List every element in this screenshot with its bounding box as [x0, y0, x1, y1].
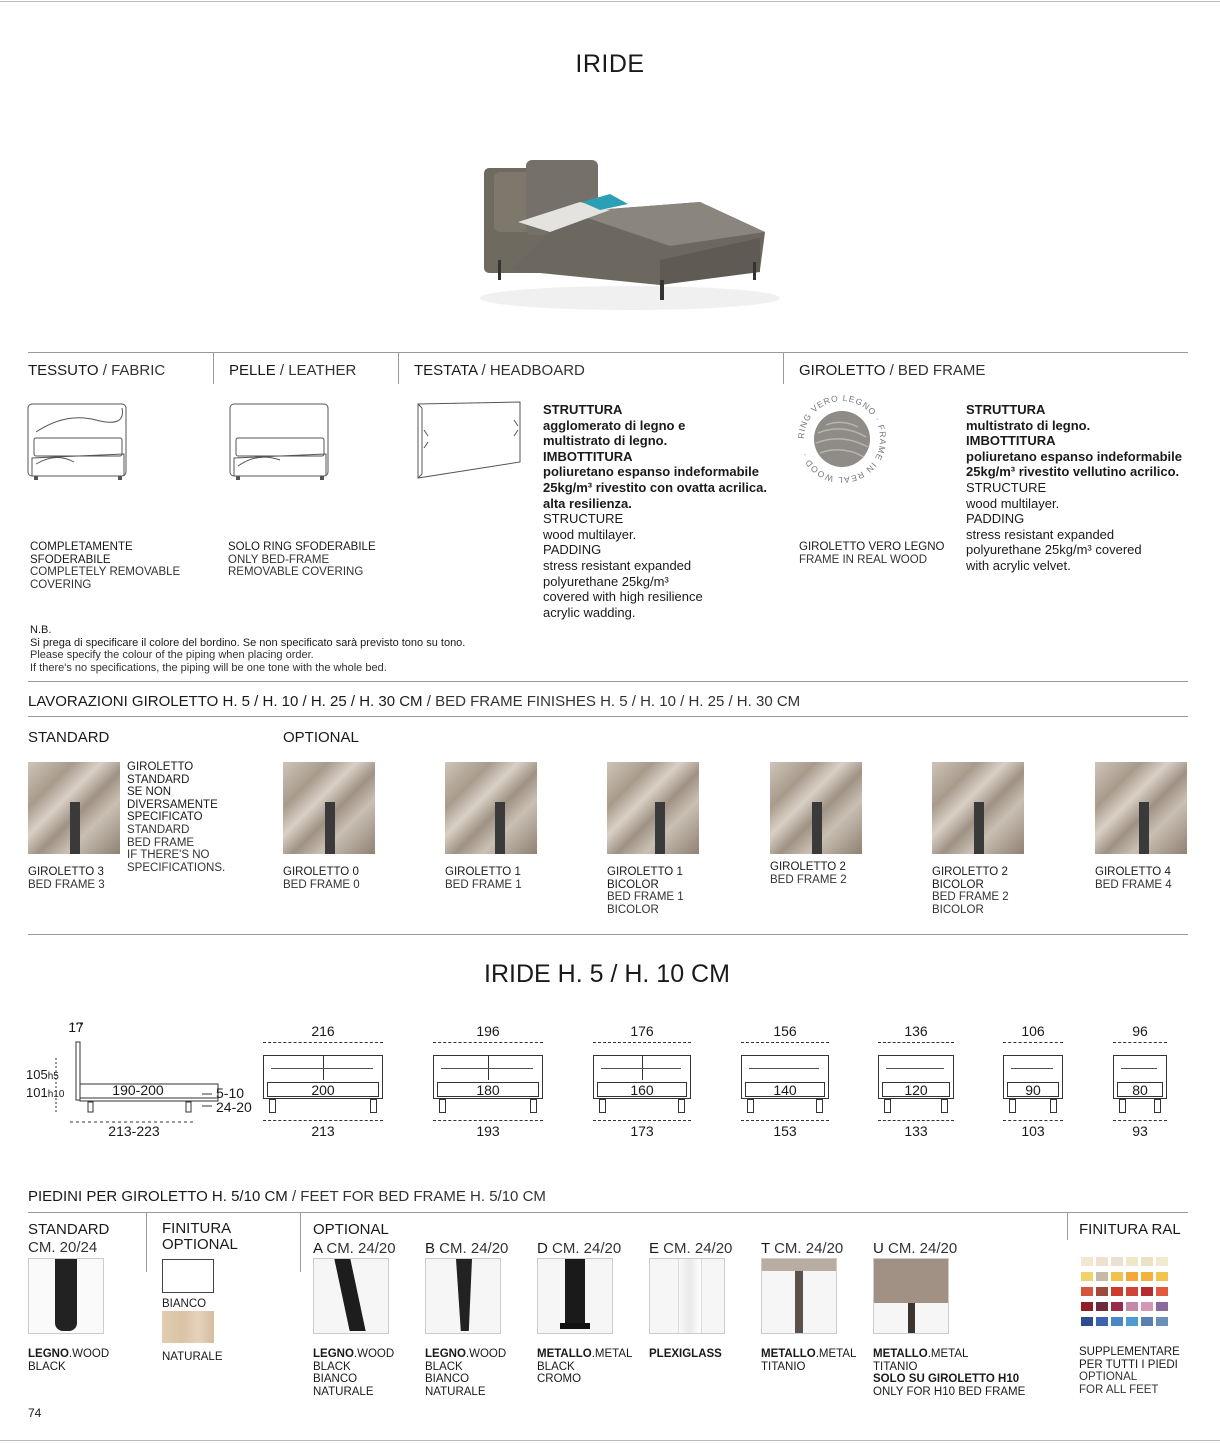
divider [213, 352, 214, 384]
foot [678, 1099, 685, 1113]
ral-swatch [1126, 1317, 1138, 1326]
page-title: IRIDE [575, 50, 645, 78]
divider [300, 1212, 301, 1272]
top-border [0, 1, 1220, 2]
finishes-heading: LAVORAZIONI GIROLETTO H. 5 / H. 10 / H. 25 / H. 30 CM / BED FRAME FINISHES H. 5 / H. 10 / H. 25 / H. 30 CM [28, 693, 801, 710]
natural-finish-label: NATURALE [162, 1351, 223, 1363]
pillow-line [886, 1068, 944, 1069]
divider [783, 352, 784, 384]
nb-note: N.B. Si prega di specificare il colore del bordino. Se non specificato sarà previsto tono su tono. Please specify the colour of the piping when placing order. If there's no specifications, the piping will be one tone with the whole bed. [30, 624, 466, 674]
pillow-line [749, 1068, 819, 1069]
fabric-caption: COMPLETAMENTE SFODERABILE COMPLETELY REMOVABLE COVERING [30, 541, 181, 591]
natural-finish-swatch [162, 1311, 214, 1343]
foot [1119, 1099, 1126, 1113]
dim-mattress: 200 [311, 1082, 335, 1098]
dim-width-frame: 153 [773, 1123, 797, 1139]
ral-swatch [1141, 1317, 1153, 1326]
foot-caption: METALLO.METAL TITANIO [761, 1348, 857, 1373]
dim-line [741, 1120, 829, 1121]
dim-width-outer: 106 [1021, 1023, 1045, 1039]
section-rule [28, 716, 1188, 717]
feet-finish-heading: FINITURA OPTIONAL [162, 1220, 238, 1253]
bedframe-heading: GIROLETTO / BED FRAME [799, 362, 986, 379]
foot-caption: LEGNO.WOOD BLACK [28, 1348, 110, 1373]
white-finish-swatch [162, 1259, 214, 1293]
ral-swatch [1156, 1317, 1168, 1326]
ral-swatch [1141, 1302, 1153, 1311]
foot [1009, 1099, 1016, 1113]
bedframe-caption: GIROLETTO VERO LEGNO FRAME IN REAL WOOD [799, 541, 945, 566]
frame-finish-photo [770, 762, 862, 854]
ral-swatch [1141, 1257, 1153, 1266]
ral-swatch [1111, 1257, 1123, 1266]
dim-width-frame: 213 [311, 1123, 335, 1139]
frame-finish-photo [1095, 762, 1187, 854]
foot [370, 1099, 377, 1113]
headboard-description: STRUTTURA agglomerato di legno e multistrato di legno. IMBOTTITURA poliuretano espanso indeformabile 25kg/m³ rivestito con ovatta acrilica. alta resilienza. STRUCTURE wood multilayer. PADDING stress resistant expanded polyurethane 25kg/m³ covered with high resilience acrylic wadding. [543, 402, 767, 620]
ral-swatch [1111, 1317, 1123, 1326]
foot-code: T CM. 24/20 [761, 1240, 844, 1257]
pillow-line [601, 1068, 681, 1069]
foot-code: B CM. 24/20 [425, 1240, 509, 1257]
pillow-line [441, 1068, 533, 1069]
dim-mattress: 80 [1132, 1082, 1148, 1098]
leather-heading: PELLE / LEATHER [229, 362, 357, 379]
pillow-line [1011, 1068, 1053, 1069]
frame-caption: GIROLETTO 0 BED FRAME 0 [283, 866, 360, 891]
dim-height-h10: 101h10 [26, 1085, 65, 1100]
ral-swatch [1096, 1317, 1108, 1326]
ral-swatch [1096, 1287, 1108, 1296]
frame-finish-photo [28, 762, 120, 854]
dim-total-length: 213-223 [108, 1123, 160, 1139]
foot [269, 1099, 276, 1113]
foot [816, 1099, 823, 1113]
standard-frame-note: GIROLETTO STANDARD SE NON DIVERSAMENTE SPECIFICATO STANDARD BED FRAME IF THERE'S NO SPECIFICATIONS. [127, 761, 226, 874]
leather-caption: SOLO RING SFODERABILE ONLY BED-FRAME REMOVABLE COVERING [228, 541, 376, 579]
dim-line [1003, 1042, 1063, 1043]
ral-caption: SUPPLEMENTARE PER TUTTI I PIEDI OPTIONAL FOR ALL FEET [1079, 1346, 1180, 1396]
section-rule [28, 934, 1188, 935]
foot-code: E CM. 24/20 [649, 1240, 733, 1257]
foot-caption: METALLO.METAL TITANIO SOLO SU GIROLETTO H10 ONLY FOR H10 BED FRAME [873, 1348, 1026, 1398]
foot [599, 1099, 606, 1113]
ral-swatch [1126, 1257, 1138, 1266]
dim-line [741, 1042, 829, 1043]
divider [398, 352, 399, 384]
ral-swatch [1126, 1302, 1138, 1311]
ral-swatch [1096, 1302, 1108, 1311]
ral-swatch [1081, 1302, 1093, 1311]
dim-line [1113, 1042, 1167, 1043]
dim-mattress: 180 [476, 1082, 500, 1098]
ral-swatch [1111, 1302, 1123, 1311]
foot [439, 1099, 446, 1113]
ral-swatch [1096, 1257, 1108, 1266]
ral-swatch [1156, 1302, 1168, 1311]
foot-photo [873, 1258, 949, 1334]
frame-caption: GIROLETTO 2 BICOLOR BED FRAME 2 BICOLOR [932, 866, 1009, 916]
ral-swatch [1156, 1272, 1168, 1281]
foot-photo [313, 1258, 389, 1334]
ral-swatch [1081, 1317, 1093, 1326]
frame-caption: GIROLETTO 2 BED FRAME 2 [770, 861, 847, 886]
bedframe-description: STRUTTURA multistrato di legno. IMBOTTITURA poliuretano espanso indeformabile 25kg/m³ rivestito vellutino acrilico. STRUCTURE wood multilayer. PADDING stress resistant expanded polyurethane 25kg/m³ covered with acrylic velvet. [966, 402, 1182, 573]
dim-line [593, 1120, 691, 1121]
feet-standard-heading: STANDARD CM. 20/24 [28, 1221, 110, 1256]
dim-mattress: 140 [773, 1082, 797, 1098]
foot [941, 1099, 948, 1113]
foot [530, 1099, 537, 1113]
pillow-line [271, 1068, 373, 1069]
divider [1067, 1212, 1068, 1240]
foot-photo [761, 1258, 837, 1334]
foot [747, 1099, 754, 1113]
dimensions-title: IRIDE H. 5 / H. 10 CM [484, 960, 730, 988]
frame-finish-photo [283, 762, 375, 854]
foot-code: D CM. 24/20 [537, 1240, 622, 1257]
frame-caption: GIROLETTO 3 BED FRAME 3 [28, 866, 105, 891]
frame-caption: GIROLETTO 4 BED FRAME 4 [1095, 866, 1172, 891]
dim-mattress-length: 190-200 [112, 1082, 164, 1098]
ral-heading: FINITURA RAL [1079, 1221, 1181, 1238]
dim-width-outer: 136 [904, 1023, 928, 1039]
ral-swatch [1111, 1272, 1123, 1281]
dim-width-outer: 156 [773, 1023, 797, 1039]
headboard-heading: TESTATA / HEADBOARD [414, 362, 585, 379]
dim-width-frame: 133 [904, 1123, 928, 1139]
ral-swatch [1081, 1287, 1093, 1296]
dim-top: 17 [68, 1019, 84, 1035]
frame-caption: GIROLETTO 1 BICOLOR BED FRAME 1 BICOLOR [607, 866, 684, 916]
ral-swatch [1141, 1287, 1153, 1296]
pillow-line [1121, 1068, 1157, 1069]
bed-product-image [470, 150, 790, 320]
dim-line [433, 1120, 543, 1121]
white-finish-label: BIANCO [162, 1298, 207, 1310]
dim-line [433, 1042, 543, 1043]
dim-width-outer: 176 [630, 1023, 654, 1039]
optional-label: OPTIONAL [283, 729, 359, 746]
dim-width-frame: 93 [1132, 1123, 1148, 1139]
fabric-bed-drawing [26, 402, 130, 482]
dim-width-frame: 173 [630, 1123, 654, 1139]
dim-width-outer: 216 [311, 1023, 335, 1039]
dim-height-h5: 105h5 [26, 1067, 59, 1082]
ral-swatch [1126, 1272, 1138, 1281]
ral-swatch [1081, 1272, 1093, 1281]
foot-caption: METALLO.METAL BLACK CROMO [537, 1348, 633, 1386]
dim-line [878, 1042, 954, 1043]
ral-swatch [1126, 1287, 1138, 1296]
dim-mattress: 90 [1025, 1082, 1041, 1098]
bottom-border [0, 1440, 1220, 1441]
dim-width-frame: 103 [1021, 1123, 1045, 1139]
standard-label: STANDARD [28, 729, 110, 746]
foot [1154, 1099, 1161, 1113]
foot-code: A CM. 24/20 [313, 1240, 396, 1257]
section-rule [28, 1212, 1188, 1213]
ral-swatch [1141, 1272, 1153, 1281]
foot-caption: PLEXIGLASS [649, 1348, 722, 1360]
leather-bed-drawing [228, 402, 332, 482]
foot-caption: LEGNO.WOOD BLACK BIANCO NATURALE [425, 1348, 507, 1398]
real-wood-badge [796, 393, 888, 485]
ral-swatch [1081, 1257, 1093, 1266]
ral-swatch [1096, 1272, 1108, 1281]
foot [884, 1099, 891, 1113]
page-number: 74 [28, 1406, 42, 1420]
frame-finish-photo [932, 762, 1024, 854]
feet-optional-heading: OPTIONAL [313, 1221, 389, 1238]
foot [1050, 1099, 1057, 1113]
foot-photo [649, 1258, 725, 1334]
frame-caption: GIROLETTO 1 BED FRAME 1 [445, 866, 522, 891]
dim-line [593, 1042, 691, 1043]
foot-caption: LEGNO.WOOD BLACK BIANCO NATURALE [313, 1348, 395, 1398]
dim-frame-h: 5-10 [216, 1085, 245, 1101]
ral-swatch [1111, 1287, 1123, 1296]
ral-swatch [1156, 1257, 1168, 1266]
headboard-drawing [414, 400, 526, 482]
dim-line [263, 1120, 383, 1121]
section-rule [28, 352, 1188, 353]
divider [146, 1212, 147, 1272]
frame-finish-photo [445, 762, 537, 854]
dim-width-outer: 96 [1132, 1023, 1148, 1039]
foot-standard-photo [28, 1258, 104, 1334]
svg-text:RING VERO LEGNO · FRAME IN REA: RING VERO LEGNO · FRAME IN REAL WOOD · [796, 393, 888, 485]
fabric-heading: TESSUTO / FABRIC [28, 362, 166, 379]
section-rule [28, 681, 1188, 682]
feet-heading: PIEDINI PER GIROLETTO H. 5/10 CM / FEET FOR BED FRAME H. 5/10 CM [28, 1188, 546, 1205]
ral-swatch [1156, 1287, 1168, 1296]
dim-line [1113, 1120, 1167, 1121]
dim-width-frame: 193 [476, 1123, 500, 1139]
dim-line [263, 1042, 383, 1043]
dim-line [878, 1120, 954, 1121]
dim-mattress: 160 [630, 1082, 654, 1098]
foot-photo [425, 1258, 501, 1334]
dim-line [1003, 1120, 1063, 1121]
dim-feet-h: 24-20 [216, 1099, 252, 1115]
frame-finish-photo [607, 762, 699, 854]
dim-width-outer: 196 [476, 1023, 500, 1039]
foot-code: U CM. 24/20 [873, 1240, 958, 1257]
foot-photo [537, 1258, 613, 1334]
dim-mattress: 120 [904, 1082, 928, 1098]
